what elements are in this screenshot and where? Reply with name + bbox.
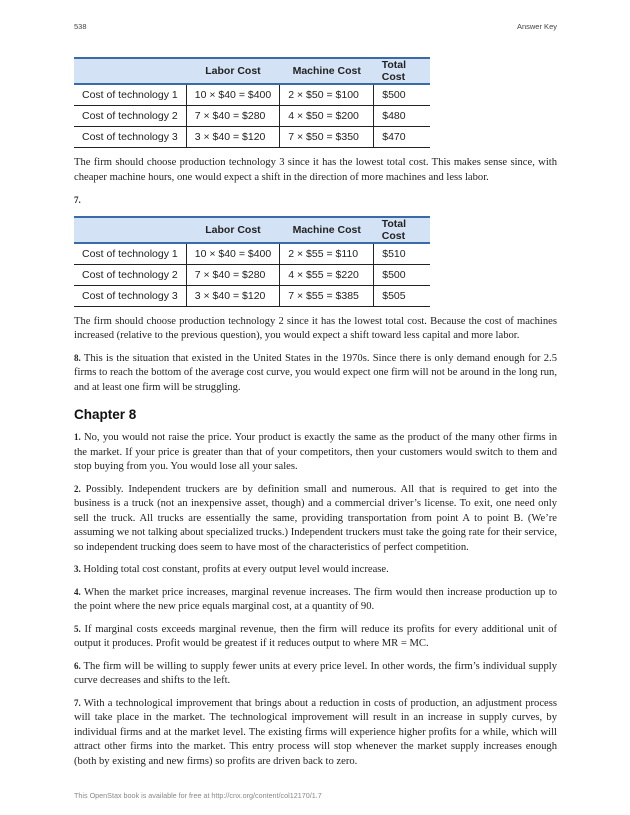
- table-cell: $480: [374, 106, 431, 127]
- table-row: [74, 127, 430, 148]
- answer-text: Holding total cost constant, profits at every output level would increase.: [80, 564, 389, 575]
- answer-item: [74, 659, 557, 689]
- table-cell: 3 × $40 = $120: [186, 127, 280, 148]
- answer-item: [74, 622, 557, 652]
- answer-text: If marginal costs exceeds marginal revenue, then the firm will reduce its profits for every additional unit of output it produces. Profit would be greatest if it reduces output to where MR = MC.: [74, 623, 557, 649]
- table-cell: 7 × $40 = $280: [186, 106, 280, 127]
- table-row: [74, 264, 430, 285]
- page-header: [74, 22, 557, 32]
- answer-text: This is the situation that existed in the United States in the 1970s. Since there is only demand enough for 2.5 firms to reach the bottom of the average cost curve, you would expect one firm will not be around in the long run, and at least one firm will be struggling.: [74, 352, 557, 393]
- answer-item: [74, 430, 557, 475]
- table-cell: 2 × $55 = $110: [280, 243, 374, 265]
- table-row: [74, 243, 430, 265]
- page-number: 538: [74, 22, 87, 31]
- footer-spacer: [74, 769, 557, 791]
- answer-number: 8.: [74, 352, 81, 363]
- column-header: Labor Cost: [186, 58, 280, 84]
- column-header: Labor Cost: [186, 217, 280, 243]
- answer-item: [74, 585, 557, 615]
- table-row: [74, 84, 430, 106]
- table-header-row: [74, 58, 430, 84]
- table-cell: 7 × $55 = $385: [280, 285, 374, 306]
- table-cell: $500: [374, 264, 431, 285]
- column-header: [74, 217, 186, 243]
- table-cell: Cost of technology 3: [74, 285, 186, 306]
- cost-table-1: [74, 57, 430, 148]
- table-cell: Cost of technology 2: [74, 264, 186, 285]
- answer-text: With a technological improvement that brings about a reduction in costs of production, an adjustment process will take place in the market. The technological improvement will result in an increase in supply curves, by individual firms and at the market level. The existing firms will experience higher profits for a while, which will attract other firms into the market. This entry process will stop whenever the market supply increases enough (both by existing and new firms) so profits are driven back to zero.: [74, 697, 557, 767]
- answer-number: 7.: [74, 697, 81, 708]
- cost-table-2: [74, 216, 430, 307]
- table-cell: Cost of technology 1: [74, 84, 186, 106]
- answer-number: 3.: [74, 564, 81, 574]
- table-cell: 2 × $50 = $100: [280, 84, 374, 106]
- column-header: Machine Cost: [280, 58, 374, 84]
- table-cell: 4 × $55 = $220: [280, 264, 374, 285]
- column-header: Total Cost: [374, 217, 431, 243]
- chapter-heading: Chapter 8: [74, 407, 137, 422]
- table-cell: Cost of technology 2: [74, 106, 186, 127]
- answer-paragraph: The firm should choose production technology 2 since it has the lowest total cost. Because the cost of machines increased (relative to the previous question), you would expect a shift toward less capital and more labor.: [74, 315, 557, 341]
- column-header: Machine Cost: [280, 217, 374, 243]
- column-header: [74, 58, 186, 84]
- answer-number: 4.: [74, 586, 81, 597]
- table-row: [74, 106, 430, 127]
- answer-number: 1.: [74, 432, 81, 442]
- table-cell: 10 × $40 = $400: [186, 84, 280, 106]
- question-number: [74, 193, 557, 209]
- answer-text: Possibly. Independent truckers are by definition small and numerous. All that is required to get into the business is a truck (not an inexpensive asset, though) and a commercial driver’s license. To exit, one need only sell the truck. All trucks are essentially the same, providing transportation from point A to point B. (We’re assuming we not talking about specialized trucks.) Independent truckers must take the going rate for their service, so independent trucking does seem to have most of the characteristics of perfect competition.: [74, 483, 557, 553]
- question-number-label: 7.: [74, 195, 81, 205]
- table-row: [74, 285, 430, 306]
- table-cell: Cost of technology 1: [74, 243, 186, 265]
- page-footer: This OpenStax book is available for free at http://cnx.org/content/col12170/1.7: [74, 791, 322, 800]
- table-cell: 10 × $40 = $400: [186, 243, 280, 265]
- answer-8: [74, 351, 557, 396]
- table-cell: $500: [374, 84, 431, 106]
- column-header: Total Cost: [374, 58, 431, 84]
- table-cell: 3 × $40 = $120: [186, 285, 280, 306]
- table-cell: 7 × $40 = $280: [186, 264, 280, 285]
- answer-item: [74, 562, 557, 578]
- answer-paragraph: The firm should choose production technology 3 since it has the lowest total cost. This makes sense since, with cheaper machine hours, one would expect a shift in the direction of more machines and less labor.: [74, 157, 557, 183]
- answer-number: 5.: [74, 623, 81, 634]
- answer-item: [74, 482, 557, 556]
- table-cell: $505: [374, 285, 431, 306]
- running-header: Answer Key: [516, 22, 557, 31]
- table-header-row: [74, 217, 430, 243]
- answer-text: The firm will be willing to supply fewer units at every price level. In other words, the firm’s individual supply curve decreases and shifts to the left.: [74, 660, 557, 686]
- answer-text: No, you would not raise the price. Your product is exactly the same as the product of the many other firms in the market. If your price is greater than that of your competitors, then your customers would switch to them and stop buying from you. You would lose all your sales.: [74, 432, 557, 472]
- table-cell: $510: [374, 243, 431, 265]
- answer-item: [74, 696, 557, 770]
- answer-number: 6.: [74, 660, 81, 671]
- answer-text: When the market price increases, marginal revenue increases. The firm would then increase production up to the point where the new price equals marginal cost, at a quantity of 90.: [74, 586, 557, 612]
- table-cell: 4 × $50 = $200: [280, 106, 374, 127]
- table-cell: Cost of technology 3: [74, 127, 186, 148]
- table-cell: $470: [374, 127, 431, 148]
- page-content: [74, 57, 557, 769]
- table-cell: 7 × $50 = $350: [280, 127, 374, 148]
- answer-number: 2.: [74, 483, 81, 494]
